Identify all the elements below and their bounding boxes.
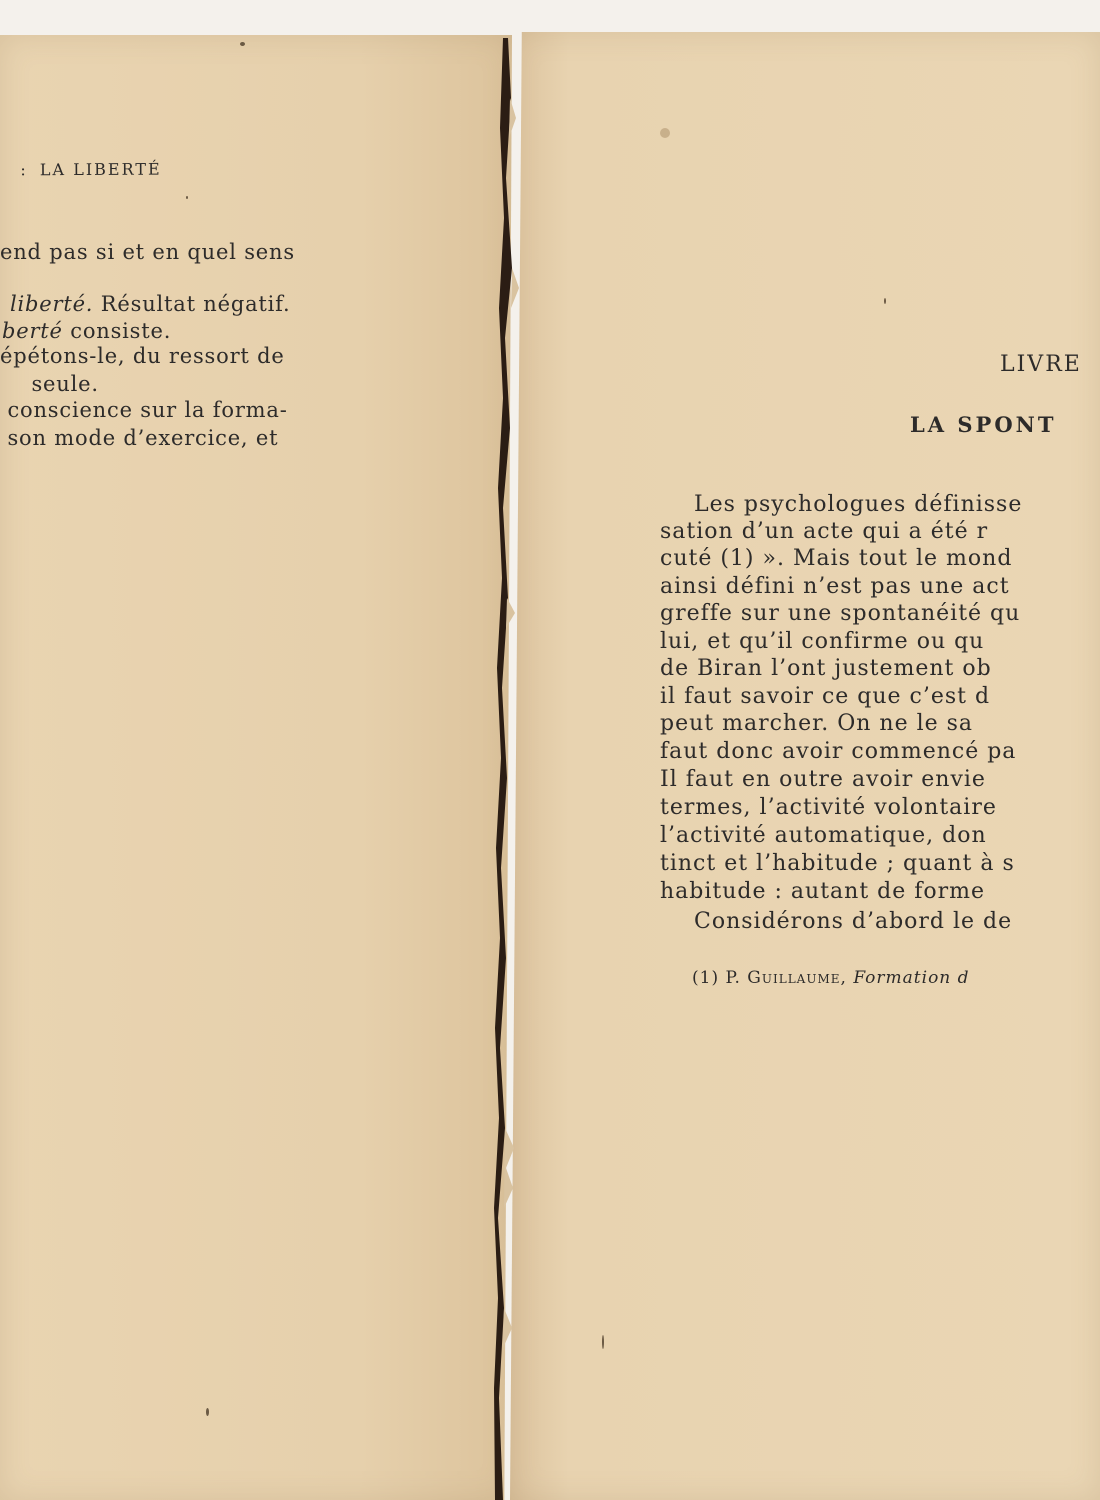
paragraph-line-12: termes, l’activité volontaire — [660, 795, 997, 820]
right-page — [510, 32, 1100, 1500]
footnote-title: Formation d — [853, 968, 970, 988]
paragraph-line-6: lui, et qu’il confirme ou qu — [660, 629, 985, 654]
italic-word: berté — [2, 319, 63, 343]
left-running-head: : LA LIBERTÉ — [20, 159, 162, 180]
left-text-line-1: end pas si et en quel sens — [0, 240, 295, 264]
paper-speck — [602, 1335, 604, 1349]
paper-speck — [186, 196, 188, 199]
paper-speck — [240, 42, 245, 46]
left-text-line-6: conscience sur la forma- — [0, 398, 288, 422]
chapter-title: LA SPONT — [910, 412, 1057, 437]
line-rest: Résultat négatif. — [93, 292, 291, 316]
paragraph-line-1: Les psychologues définisse — [694, 492, 1023, 517]
paragraph-line-9: peut marcher. On ne le sa — [660, 711, 974, 736]
left-text-line-3 — [2, 321, 171, 342]
line-rest: consiste. — [62, 319, 172, 343]
paragraph-line-5: greffe sur une spontanéité qu — [660, 601, 1021, 626]
book-title: LIVRE — [1000, 352, 1082, 377]
paragraph-line-11: Il faut en outre avoir envie — [660, 767, 986, 792]
paragraph-line-13: l’activité automatique, don — [660, 823, 987, 848]
paragraph-line-2: sation d’un acte qui a été r — [660, 519, 989, 544]
paper-speck — [660, 128, 670, 138]
paper-speck — [884, 298, 886, 304]
paragraph-line-4: ainsi défini n’est pas une act — [660, 574, 1010, 599]
left-text-line-5: seule. — [24, 372, 99, 396]
left-text-line-2 — [10, 294, 290, 315]
footnote-marker: (1) — [692, 968, 720, 988]
footnote — [692, 970, 970, 987]
paragraph-line-8: il faut savoir ce que c’est d — [660, 684, 991, 709]
italic-word: liberté. — [10, 292, 94, 316]
paragraph-line-10: faut donc avoir commencé pa — [660, 739, 1017, 764]
left-text-line-4: épétons-le, du ressort de — [0, 344, 285, 368]
paragraph-line-14: tinct et l’habitude ; quant à s — [660, 851, 1015, 876]
paragraph-line-3: cuté (1) ». Mais tout le mond — [660, 546, 1013, 571]
paragraph-line-16: Considérons d’abord le de — [694, 909, 1013, 934]
footnote-author: P. Guillaume, — [725, 968, 847, 988]
paper-speck — [206, 1408, 209, 1416]
paragraph-line-7: de Biran l’ont justement ob — [660, 656, 992, 681]
left-text-line-7: son mode d’exercice, et — [0, 426, 279, 450]
paragraph-line-15: habitude : autant de forme — [660, 879, 986, 904]
torn-spine-gap — [494, 38, 524, 1500]
